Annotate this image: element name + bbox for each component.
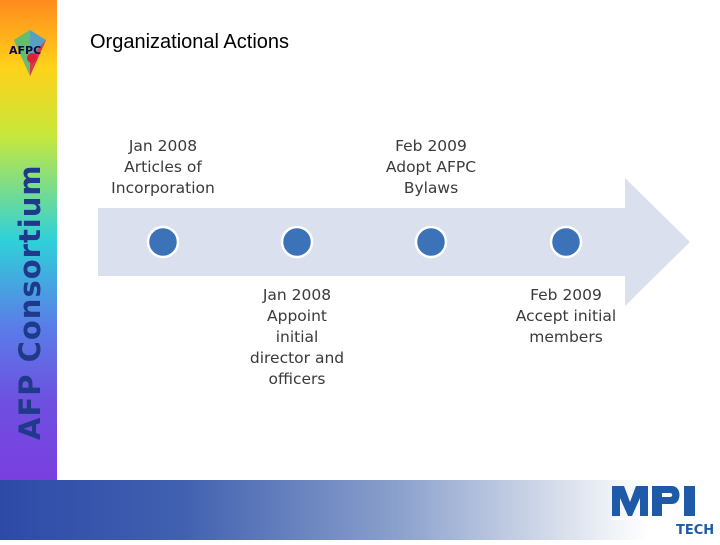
milestone-label [351, 136, 511, 199]
milestone-label [217, 285, 377, 390]
page-title: Organizational Actions [90, 31, 290, 53]
milestone-dot [148, 227, 178, 257]
milestone-label [486, 285, 646, 348]
milestone-date: Jan 2008 [262, 286, 332, 304]
milestone-date: Jan 2008 [128, 137, 198, 155]
mpi-tech-logo [610, 482, 720, 540]
milestone-text: Accept initial [515, 307, 617, 325]
milestone-date: Feb 2009 [530, 286, 602, 304]
milestone-text: Articles of [124, 158, 202, 176]
milestone-text: Adopt AFPC [385, 158, 477, 176]
milestone-label [83, 136, 243, 199]
milestone-text: officers [268, 370, 326, 388]
milestone-text: Incorporation [111, 179, 215, 197]
milestone-text: Bylaws [403, 179, 459, 197]
logo-text: AFPC [9, 44, 42, 57]
milestone-text: Appoint [267, 307, 327, 325]
milestone-text: director and [249, 349, 345, 367]
milestone-dot [416, 227, 446, 257]
milestone-date: Feb 2009 [395, 137, 467, 155]
logo-sub-text: TECH [676, 523, 715, 538]
milestone-text: members [529, 328, 603, 346]
milestone-dot [282, 227, 312, 257]
milestone-text: initial [275, 328, 319, 346]
sidebar-title: AFP Consortium [13, 164, 47, 440]
milestone-dot [551, 227, 581, 257]
